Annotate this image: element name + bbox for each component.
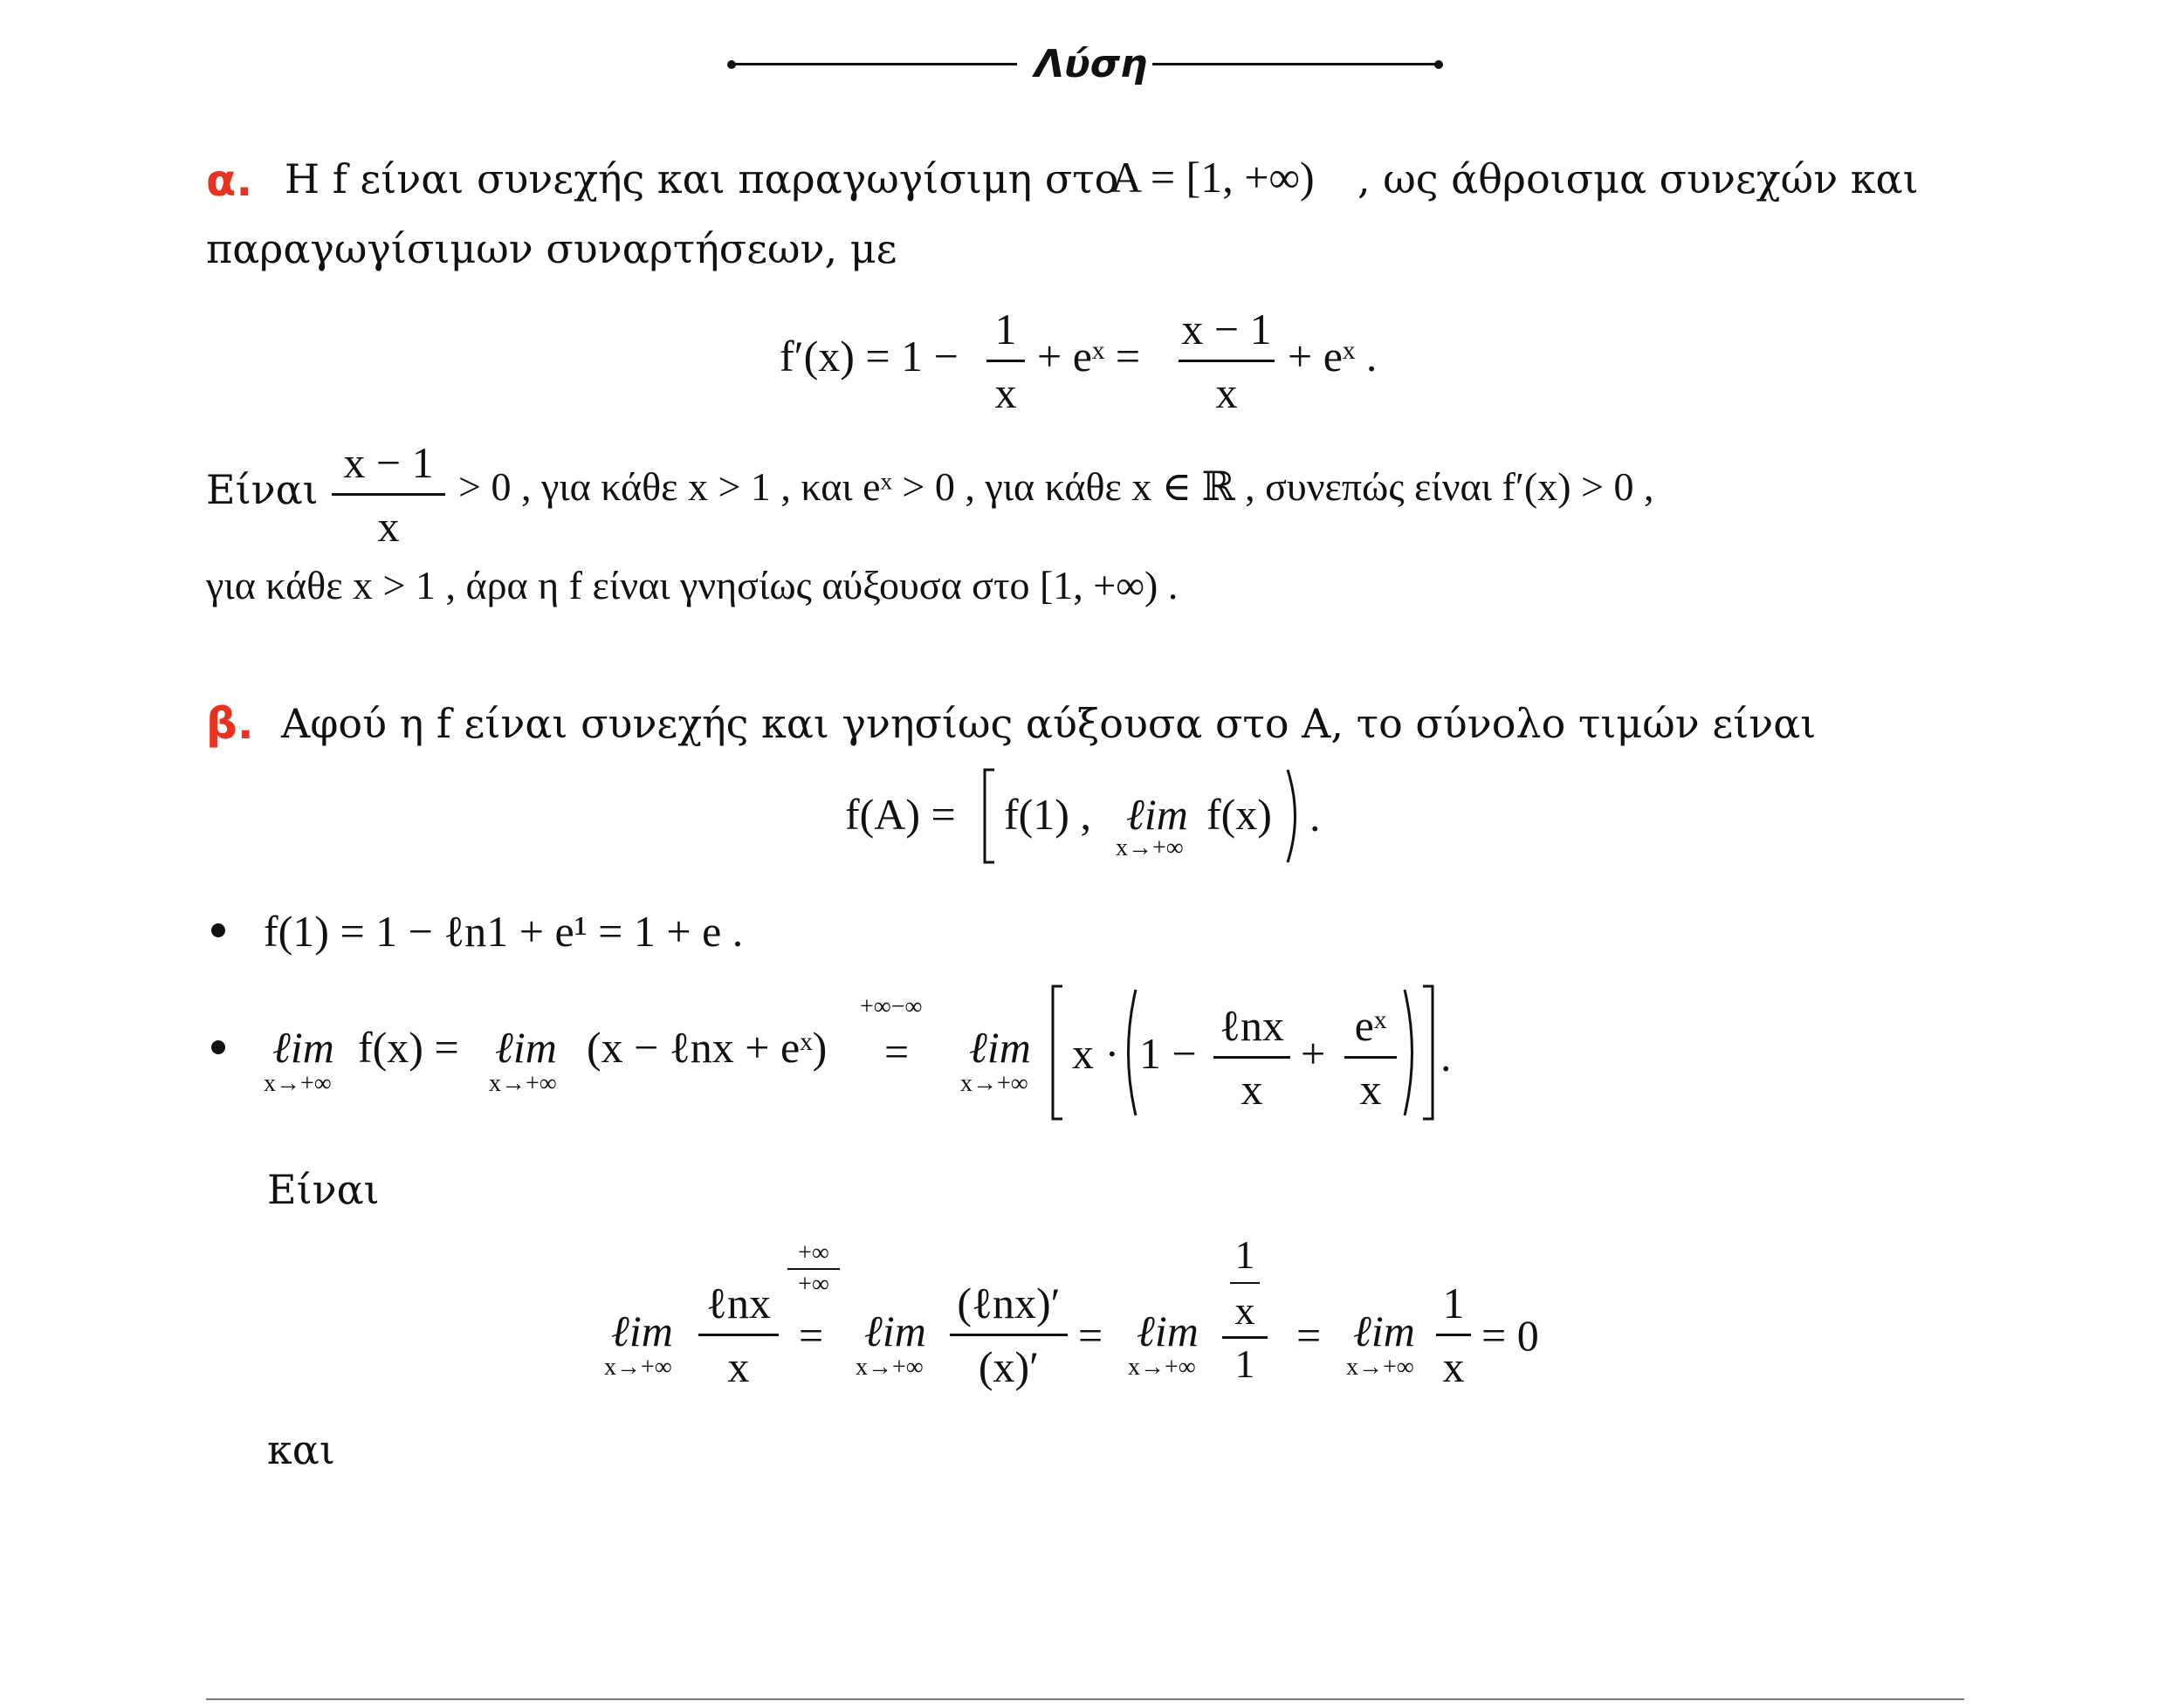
bullet2-right-bracket xyxy=(1421,984,1435,1121)
bullet2-eq: = xyxy=(884,1027,910,1076)
part-a-line1-end: , ως άθροισμα συνεχών και xyxy=(1357,155,1919,202)
bullet2-lim1: ℓim xyxy=(272,1023,334,1072)
range-lim: ℓim xyxy=(1126,790,1188,839)
deriv-frac1-num: 1 xyxy=(994,305,1017,353)
bullet2-end: . xyxy=(1440,1032,1452,1080)
bullet2-plus: + xyxy=(1301,1029,1326,1078)
bullet2-left-bracket xyxy=(1050,984,1064,1121)
chain-frac2-bar xyxy=(950,1334,1068,1336)
chain-lim2: ℓim xyxy=(864,1307,926,1355)
chain-frac2 xyxy=(950,1281,1068,1389)
einai-text: Είναι xyxy=(267,1166,380,1213)
part-a-domain: A = [1, +∞) xyxy=(1110,153,1315,202)
bullet2-frac2 xyxy=(1344,1001,1397,1114)
part-a-line3-start: Είναι xyxy=(206,466,319,513)
chain-over-num: +∞ xyxy=(798,1239,829,1266)
bullet2-frac1 xyxy=(1213,1001,1290,1114)
bullet-1 xyxy=(211,923,225,937)
range-fx: f(x) xyxy=(1206,790,1272,839)
chain-frac3-bar xyxy=(1222,1336,1268,1339)
chain-over xyxy=(787,1241,840,1297)
deriv-frac2 xyxy=(1179,307,1275,415)
header-right-dot xyxy=(1434,60,1443,69)
chain-frac1-bar xyxy=(698,1334,779,1336)
chain-frac3-mid: x xyxy=(1234,1288,1255,1333)
deriv-frac1-den: x xyxy=(994,368,1017,417)
bullet2-lim2-sub: x→+∞ xyxy=(489,1070,557,1097)
part-b-label: β. xyxy=(206,698,254,749)
kai-text: και xyxy=(267,1426,335,1473)
bullet-2 xyxy=(211,1040,225,1054)
deriv-end: + eˣ . xyxy=(1288,332,1378,381)
range-lhs: f(A) = xyxy=(845,790,956,839)
bullet2-left-paren xyxy=(1119,988,1138,1117)
bullet2-lim3: ℓim xyxy=(969,1023,1031,1072)
bullet2-right-paren xyxy=(1402,988,1421,1117)
chain-frac3-num: 1 xyxy=(1234,1232,1255,1277)
bullet2-lim1-sub: x→+∞ xyxy=(264,1070,332,1097)
deriv-frac2-bar xyxy=(1179,360,1275,362)
range-lim-sub: x→+∞ xyxy=(1116,834,1184,861)
bullet2-frac1-num: ℓnx xyxy=(1220,1001,1284,1050)
part-a-line2: παραγωγίσιμων συναρτήσεων, με xyxy=(206,225,897,272)
chain-lim1-sub: x→+∞ xyxy=(604,1354,672,1381)
bullet2-frac2-bar xyxy=(1344,1056,1397,1059)
bullet2-frac2-den: x xyxy=(1359,1065,1382,1114)
chain-frac2-den: (x)′ xyxy=(978,1342,1040,1391)
chain-lim4: ℓim xyxy=(1353,1307,1415,1355)
range-left-bracket xyxy=(982,768,996,864)
bullet2-over: +∞−∞ xyxy=(860,993,923,1020)
chain-frac1 xyxy=(698,1281,779,1389)
chain-eq2: = xyxy=(1078,1311,1103,1360)
header-left-rule xyxy=(733,63,1017,65)
chain-frac3-den: 1 xyxy=(1234,1341,1255,1386)
part-a-line3-rest: > 0 , για κάθε x > 1 , και eˣ > 0 , για κάθε x ∈ ℝ , συνεπώς είναι f′(x) > 0 , xyxy=(458,464,1654,509)
chain-eq1: = xyxy=(799,1311,824,1360)
chain-frac3-topbar xyxy=(1230,1282,1260,1284)
bullet2-lim3-sub: x→+∞ xyxy=(960,1070,1028,1097)
chain-eq3: = xyxy=(1296,1311,1322,1360)
range-right-paren xyxy=(1285,768,1304,864)
chain-lim4-sub: x→+∞ xyxy=(1346,1354,1414,1381)
chain-frac1-num: ℓnx xyxy=(706,1279,771,1327)
chain-lim3-sub: x→+∞ xyxy=(1128,1354,1196,1381)
deriv-frac1 xyxy=(986,307,1025,415)
chain-lim3: ℓim xyxy=(1137,1307,1199,1355)
line3-frac xyxy=(332,438,445,551)
chain-frac4-bar xyxy=(1436,1334,1471,1336)
bullet2-x: x · xyxy=(1072,1029,1120,1078)
chain-frac2-num: (ℓnx)′ xyxy=(957,1279,1061,1327)
bottom-rule xyxy=(206,1698,1964,1700)
range-end: . xyxy=(1309,792,1321,840)
bullet2-frac2-num: eˣ xyxy=(1354,1001,1387,1050)
chain-frac1-den: x xyxy=(727,1342,750,1391)
bullet2-fx: f(x) = xyxy=(358,1023,459,1072)
deriv-lhs: f′(x) = 1 − xyxy=(780,332,959,381)
bullet2-frac1-den: x xyxy=(1241,1065,1263,1114)
deriv-mid: + eˣ = xyxy=(1037,332,1141,381)
header-right-rule xyxy=(1152,63,1440,65)
bullet1-text: f(1) = 1 − ℓn1 + e¹ = 1 + e . xyxy=(264,907,744,956)
chain-frac4-den: x xyxy=(1442,1342,1465,1391)
bullet2-one: 1 − xyxy=(1139,1029,1197,1078)
chain-frac3 xyxy=(1222,1232,1268,1386)
chain-result: = 0 xyxy=(1481,1311,1539,1360)
deriv-frac1-bar xyxy=(986,360,1025,362)
chain-lim2-sub: x→+∞ xyxy=(856,1354,924,1381)
page-title: Λύση xyxy=(1034,42,1148,86)
part-a-line4: για κάθε x > 1 , άρα η f είναι γνησίως αύξουσα στο [1, +∞) . xyxy=(206,563,1179,607)
chain-frac4 xyxy=(1436,1281,1471,1389)
line3-frac-num: x − 1 xyxy=(343,438,434,487)
part-b-line1: Αφού η f είναι συνεχής και γνησίως αύξουσα στο Α, το σύνολο τιμών είναι xyxy=(281,700,1817,747)
bullet2-lim2: ℓim xyxy=(495,1023,557,1072)
deriv-frac2-num: x − 1 xyxy=(1181,305,1272,353)
chain-over-den: +∞ xyxy=(798,1271,829,1298)
range-inner: f(1) , xyxy=(1004,790,1091,839)
chain-frac4-num: 1 xyxy=(1442,1279,1465,1327)
line3-frac-den: x xyxy=(377,502,400,551)
line3-frac-bar xyxy=(332,493,445,496)
part-a-line1: Η f είναι συνεχής και παραγωγίσιμη στο xyxy=(285,155,1119,202)
chain-lim1: ℓim xyxy=(611,1307,673,1355)
bullet2-frac1-bar xyxy=(1213,1056,1290,1059)
deriv-frac2-den: x xyxy=(1215,368,1238,417)
chain-over-bar xyxy=(787,1268,840,1270)
part-a-label: α. xyxy=(206,155,253,206)
bullet2-expr: (x − ℓnx + eˣ) xyxy=(587,1023,828,1072)
